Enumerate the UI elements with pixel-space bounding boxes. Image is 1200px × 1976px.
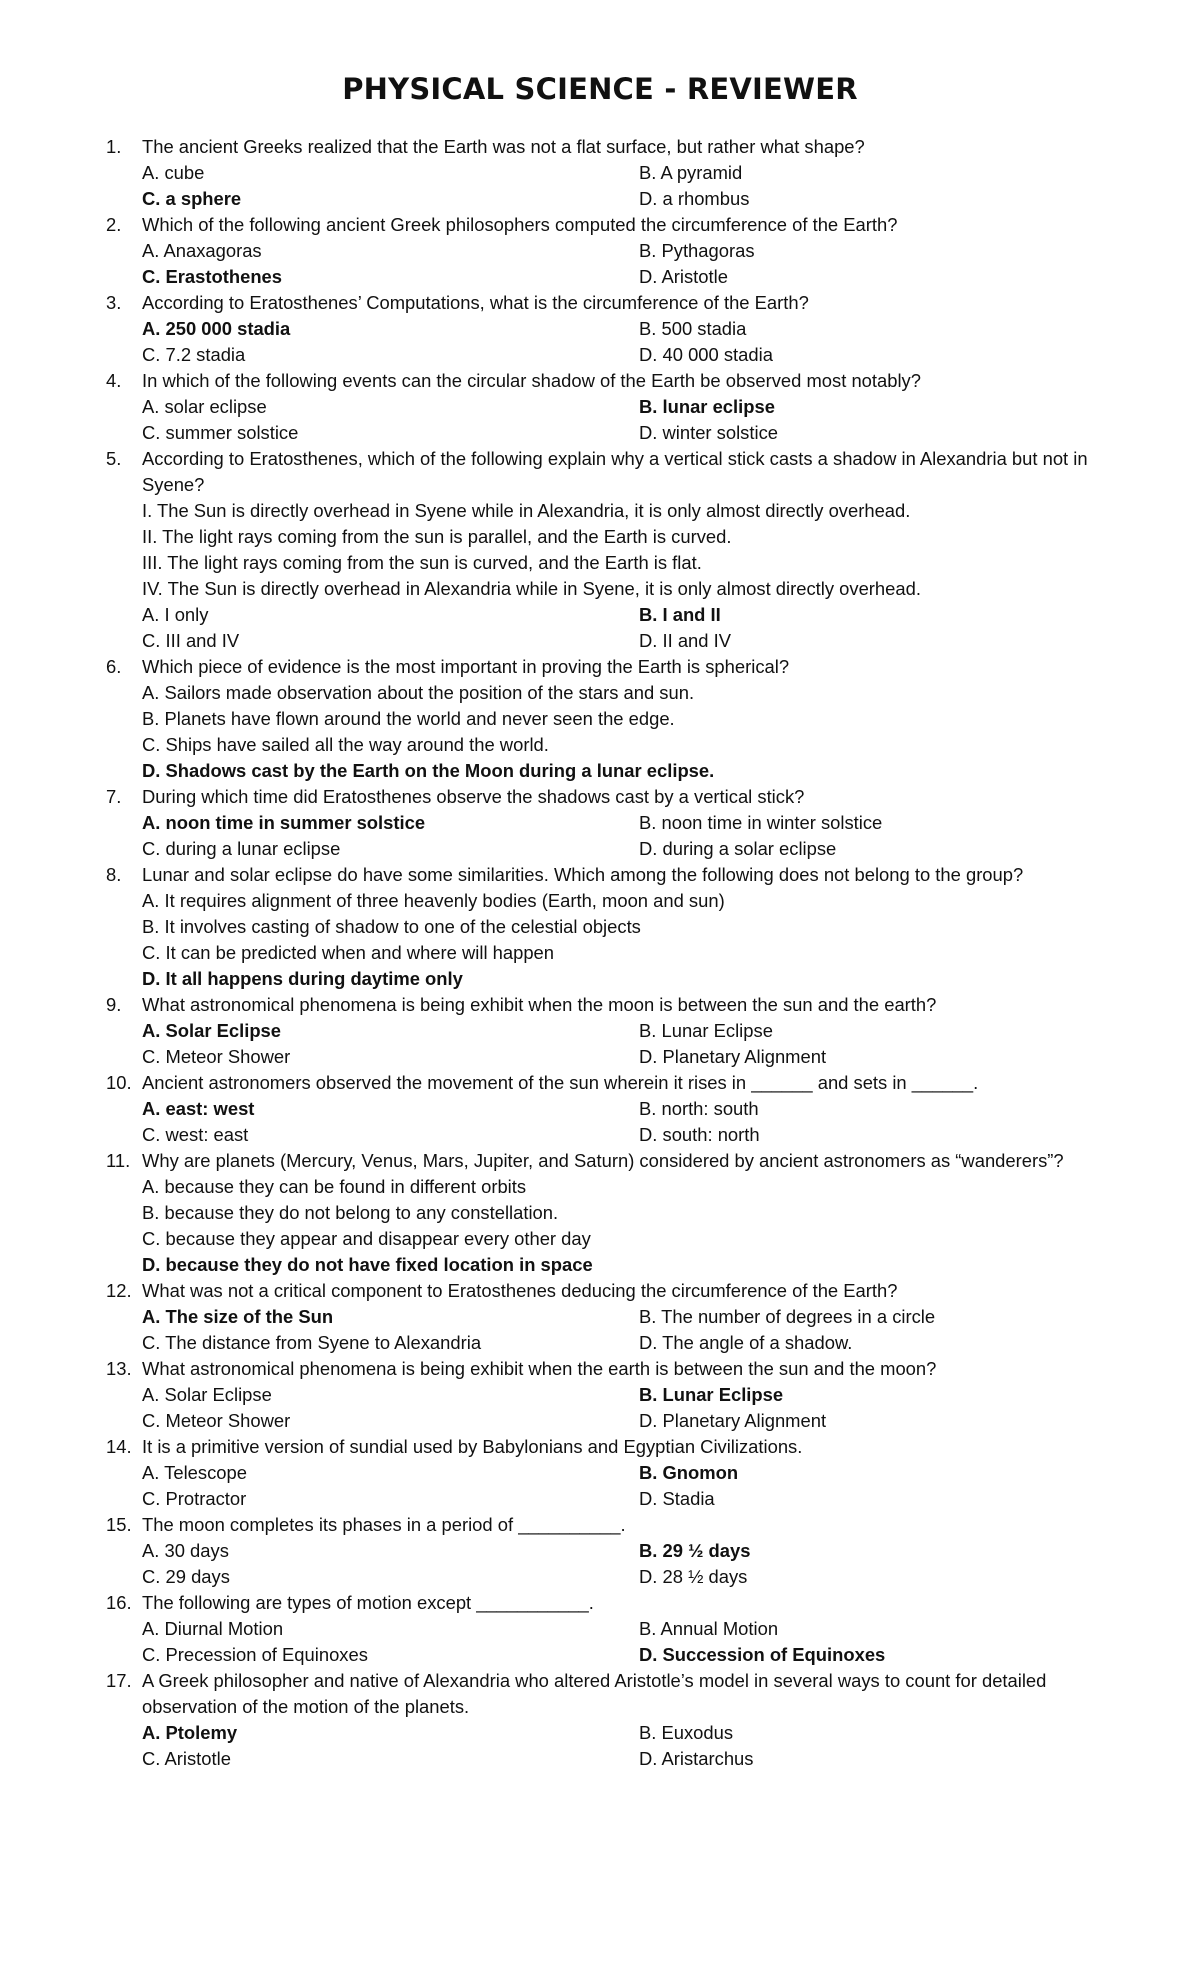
answer-option: B. north: south xyxy=(639,1098,759,1119)
page-title: PHYSICAL SCIENCE - REVIEWER xyxy=(342,72,858,106)
answer-option: B. It involves casting of shadow to one of the celestial objects xyxy=(142,916,641,937)
answer-option: A. Solar Eclipse xyxy=(142,1384,272,1405)
question-item xyxy=(106,1434,1146,1512)
question-text: The ancient Greeks realized that the Earth was not a flat surface, but rather what shape? xyxy=(142,136,865,157)
option-list xyxy=(142,1616,1146,1668)
question-item xyxy=(106,446,1146,654)
answer-option: C. 29 days xyxy=(142,1566,230,1587)
answer-option-correct: B. 29 ½ days xyxy=(639,1540,751,1561)
question-item xyxy=(106,1668,1146,1772)
question-text: The moon completes its phases in a period of __________. xyxy=(142,1514,626,1535)
option-list xyxy=(142,1382,1146,1434)
question-number: 3. xyxy=(106,292,122,313)
answer-option-correct: D. Succession of Equinoxes xyxy=(639,1644,886,1665)
option-list xyxy=(142,810,1146,862)
statement-list xyxy=(142,498,1146,602)
option-list xyxy=(142,238,1146,290)
answer-option: A. Telescope xyxy=(142,1462,247,1483)
question-number: 2. xyxy=(106,214,122,235)
option-list xyxy=(142,316,1146,368)
answer-option-correct: A. east: west xyxy=(142,1098,255,1119)
question-text: During which time did Eratosthenes observe the shadows cast by a vertical stick? xyxy=(142,786,805,807)
option-list xyxy=(142,1096,1146,1148)
statement: I. The Sun is directly overhead in Syene while in Alexandria, it is only almost directly overhead. xyxy=(142,500,911,521)
question-number: 1. xyxy=(106,136,122,157)
answer-option: B. Annual Motion xyxy=(639,1618,779,1639)
answer-option: B. noon time in winter solstice xyxy=(639,812,883,833)
answer-option: D. The angle of a shadow. xyxy=(639,1332,853,1353)
option-list xyxy=(142,680,1146,784)
question-text: Lunar and solar eclipse do have some similarities. Which among the following does not belong to the group? xyxy=(142,864,1024,885)
question-text: Ancient astronomers observed the movement of the sun wherein it rises in ______ and sets in ______. xyxy=(142,1072,979,1093)
question-text: It is a primitive version of sundial used by Babylonians and Egyptian Civilizations. xyxy=(142,1436,803,1457)
answer-option-correct: B. I and II xyxy=(639,604,721,625)
question-item xyxy=(106,1590,1146,1668)
answer-option: D. winter solstice xyxy=(639,422,778,443)
answer-option: C. summer solstice xyxy=(142,422,299,443)
answer-option-correct: A. noon time in summer solstice xyxy=(142,812,426,833)
answer-option: C. III and IV xyxy=(142,630,240,651)
question-item xyxy=(106,1278,1146,1356)
answer-option: B. Pythagoras xyxy=(639,240,755,261)
question-item xyxy=(106,654,1146,784)
question-text: In which of the following events can the circular shadow of the Earth be observed most notably? xyxy=(142,370,921,391)
answer-option: C. Ships have sailed all the way around the world. xyxy=(142,734,549,755)
question-text: Which piece of evidence is the most important in proving the Earth is spherical? xyxy=(142,656,790,677)
answer-option: D. Stadia xyxy=(639,1488,715,1509)
question-number: 17. xyxy=(106,1670,132,1691)
answer-option: C. Meteor Shower xyxy=(142,1410,291,1431)
answer-option-correct: D. because they do not have fixed location in space xyxy=(142,1254,593,1275)
question-text: What was not a critical component to Eratosthenes deducing the circumference of the Earth? xyxy=(142,1280,898,1301)
question-item xyxy=(106,1356,1146,1434)
option-list xyxy=(142,1720,1146,1772)
answer-option: D. Planetary Alignment xyxy=(639,1046,827,1067)
question-item xyxy=(106,992,1146,1070)
option-list xyxy=(142,602,1146,654)
question-number: 9. xyxy=(106,994,122,1015)
answer-option: B. Euxodus xyxy=(639,1722,734,1743)
question-text: What astronomical phenomena is being exhibit when the earth is between the sun and the moon? xyxy=(142,1358,937,1379)
question-number: 4. xyxy=(106,370,122,391)
answer-option: C. Meteor Shower xyxy=(142,1046,291,1067)
question-list xyxy=(106,134,1146,1772)
option-list xyxy=(142,160,1146,212)
answer-option: A. Anaxagoras xyxy=(142,240,262,261)
answer-option-correct: D. It all happens during daytime only xyxy=(142,968,463,989)
answer-option: C. Protractor xyxy=(142,1488,247,1509)
answer-option: C. It can be predicted when and where will happen xyxy=(142,942,555,963)
answer-option: A. Sailors made observation about the position of the stars and sun. xyxy=(142,682,695,703)
answer-option: D. south: north xyxy=(639,1124,760,1145)
answer-option: D. Aristotle xyxy=(639,266,728,287)
answer-option: C. because they appear and disappear every other day xyxy=(142,1228,591,1249)
question-text: Why are planets (Mercury, Venus, Mars, Jupiter, and Saturn) considered by ancient astronomers as “wanderers”? xyxy=(142,1150,1064,1171)
question-number: 7. xyxy=(106,786,122,807)
question-number: 12. xyxy=(106,1280,132,1301)
answer-option: C. during a lunar eclipse xyxy=(142,838,341,859)
answer-option: D. Aristarchus xyxy=(639,1748,754,1769)
question-item xyxy=(106,862,1146,992)
question-number: 8. xyxy=(106,864,122,885)
answer-option: C. 7.2 stadia xyxy=(142,344,246,365)
answer-option: A. 30 days xyxy=(142,1540,229,1561)
statement: IV. The Sun is directly overhead in Alexandria while in Syene, it is only almost directly overhead. xyxy=(142,578,921,599)
answer-option: B. 500 stadia xyxy=(639,318,747,339)
option-list xyxy=(142,1174,1146,1278)
question-item xyxy=(106,212,1146,290)
question-item xyxy=(106,290,1146,368)
answer-option-correct: A. The size of the Sun xyxy=(142,1306,334,1327)
answer-option: B. A pyramid xyxy=(639,162,743,183)
question-text: What astronomical phenomena is being exhibit when the moon is between the sun and the earth? xyxy=(142,994,937,1015)
question-text: The following are types of motion except ___________. xyxy=(142,1592,594,1613)
answer-option: B. Planets have flown around the world and never seen the edge. xyxy=(142,708,675,729)
option-list xyxy=(142,1018,1146,1070)
question-text: According to Eratosthenes’ Computations, what is the circumference of the Earth? xyxy=(142,292,809,313)
answer-option-correct: B. Lunar Eclipse xyxy=(639,1384,784,1405)
option-list xyxy=(142,1538,1146,1590)
option-list xyxy=(142,1460,1146,1512)
answer-option: A. I only xyxy=(142,604,209,625)
answer-option: D. 28 ½ days xyxy=(639,1566,748,1587)
answer-option-correct: A. Solar Eclipse xyxy=(142,1020,282,1041)
answer-option: C. Aristotle xyxy=(142,1748,231,1769)
question-number: 13. xyxy=(106,1358,132,1379)
answer-option: D. during a solar eclipse xyxy=(639,838,837,859)
answer-option: A. cube xyxy=(142,162,205,183)
statement: III. The light rays coming from the sun is curved, and the Earth is flat. xyxy=(142,552,702,573)
question-number: 6. xyxy=(106,656,122,677)
question-item xyxy=(106,368,1146,446)
answer-option: A. because they can be found in different orbits xyxy=(142,1176,527,1197)
question-item xyxy=(106,784,1146,862)
answer-option-correct: B. Gnomon xyxy=(639,1462,739,1483)
question-text: A Greek philosopher and native of Alexandria who altered Aristotle’s model in several ways to count for detailed observation of the motion of the planets. xyxy=(142,1670,1047,1717)
answer-option-correct: B. lunar eclipse xyxy=(639,396,775,417)
option-list xyxy=(142,394,1146,446)
answer-option: B. The number of degrees in a circle xyxy=(639,1306,936,1327)
question-text: Which of the following ancient Greek philosophers computed the circumference of the Earth? xyxy=(142,214,898,235)
question-number: 11. xyxy=(106,1150,131,1171)
question-text: According to Eratosthenes, which of the following explain why a vertical stick casts a shadow in Alexandria but not in Syene? xyxy=(142,448,1088,495)
answer-option: A. solar eclipse xyxy=(142,396,267,417)
answer-option-correct: C. Erastothenes xyxy=(142,266,283,287)
answer-option: D. a rhombus xyxy=(639,188,750,209)
answer-option-correct: C. a sphere xyxy=(142,188,242,209)
statement: II. The light rays coming from the sun is parallel, and the Earth is curved. xyxy=(142,526,732,547)
answer-option: C. The distance from Syene to Alexandria xyxy=(142,1332,482,1353)
answer-option: C. west: east xyxy=(142,1124,249,1145)
question-item xyxy=(106,1070,1146,1148)
answer-option-correct: D. Shadows cast by the Earth on the Moon during a lunar eclipse. xyxy=(142,760,715,781)
question-number: 16. xyxy=(106,1592,132,1613)
answer-option: D. II and IV xyxy=(639,630,731,651)
answer-option: A. Diurnal Motion xyxy=(142,1618,284,1639)
question-item xyxy=(106,1512,1146,1590)
answer-option: B. Lunar Eclipse xyxy=(639,1020,773,1041)
question-item xyxy=(106,1148,1146,1278)
question-number: 5. xyxy=(106,448,122,469)
answer-option: C. Precession of Equinoxes xyxy=(142,1644,368,1665)
answer-option: A. It requires alignment of three heavenly bodies (Earth, moon and sun) xyxy=(142,890,725,911)
answer-option-correct: A. 250 000 stadia xyxy=(142,318,291,339)
answer-option-correct: A. Ptolemy xyxy=(142,1722,238,1743)
question-number: 14. xyxy=(106,1436,132,1457)
question-number: 15. xyxy=(106,1514,132,1535)
question-item xyxy=(106,134,1146,212)
answer-option: B. because they do not belong to any constellation. xyxy=(142,1202,559,1223)
question-number: 10. xyxy=(106,1072,132,1093)
answer-option: D. Planetary Alignment xyxy=(639,1410,827,1431)
option-list xyxy=(142,1304,1146,1356)
option-list xyxy=(142,888,1146,992)
answer-option: D. 40 000 stadia xyxy=(639,344,773,365)
